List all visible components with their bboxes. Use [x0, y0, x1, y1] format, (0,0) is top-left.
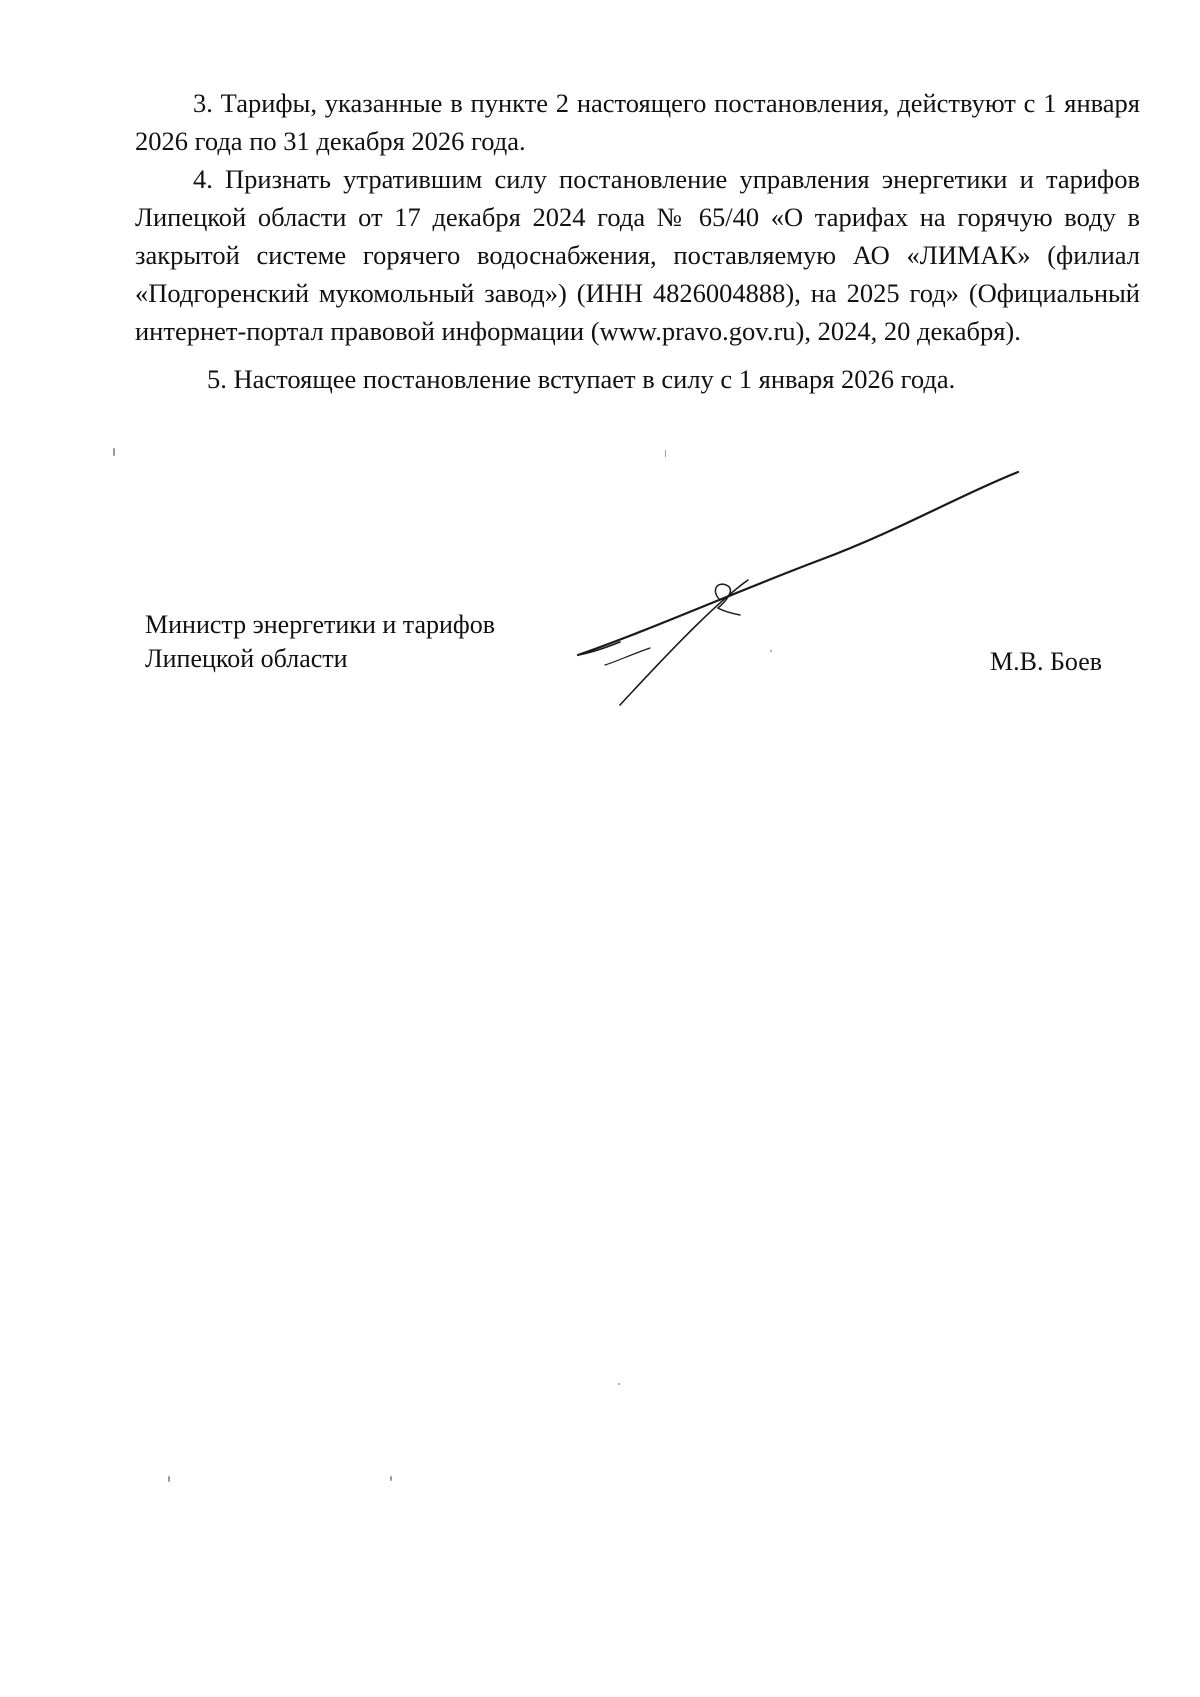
scan-speck [770, 650, 772, 652]
scan-speck [113, 448, 115, 456]
signer-position [145, 608, 495, 676]
paragraph-5: 5. Настоящее постановление вступает в силу с 1 января 2026 года. [207, 364, 956, 394]
scan-speck [665, 450, 666, 457]
handwritten-signature [560, 450, 1040, 720]
scan-speck [390, 1476, 392, 1481]
signer-name: М.В. Боев [990, 647, 1103, 676]
paragraph-4: 4. Признать утратившим силу постановление управления энергетики и тарифов Липецкой области от 17 декабря 2024 года № 65/40 «О тарифах на горячую воду в закрытой системе горячего водоснабжения, поставляемую АО «ЛИМАК» (филиал «Подгоренский мукомольный завод») (ИНН 4826004888), на 2025 год» (Официальный интернет-портал правовой информации (www.pravo.gov.ru), 2024, 20 декабря). [135, 164, 1140, 346]
signer-position-line-2: Липецкой области [145, 644, 348, 673]
scan-speck [168, 1476, 170, 1482]
document-body [135, 84, 1140, 398]
paragraph-3: 3. Тарифы, указанные в пункте 2 настоящего постановления, действуют с 1 января 2026 года по 31 декабря 2026 года. [135, 88, 1140, 156]
signer-position-line-1: Министр энергетики и тарифов [145, 610, 496, 639]
scan-speck [618, 1383, 620, 1385]
